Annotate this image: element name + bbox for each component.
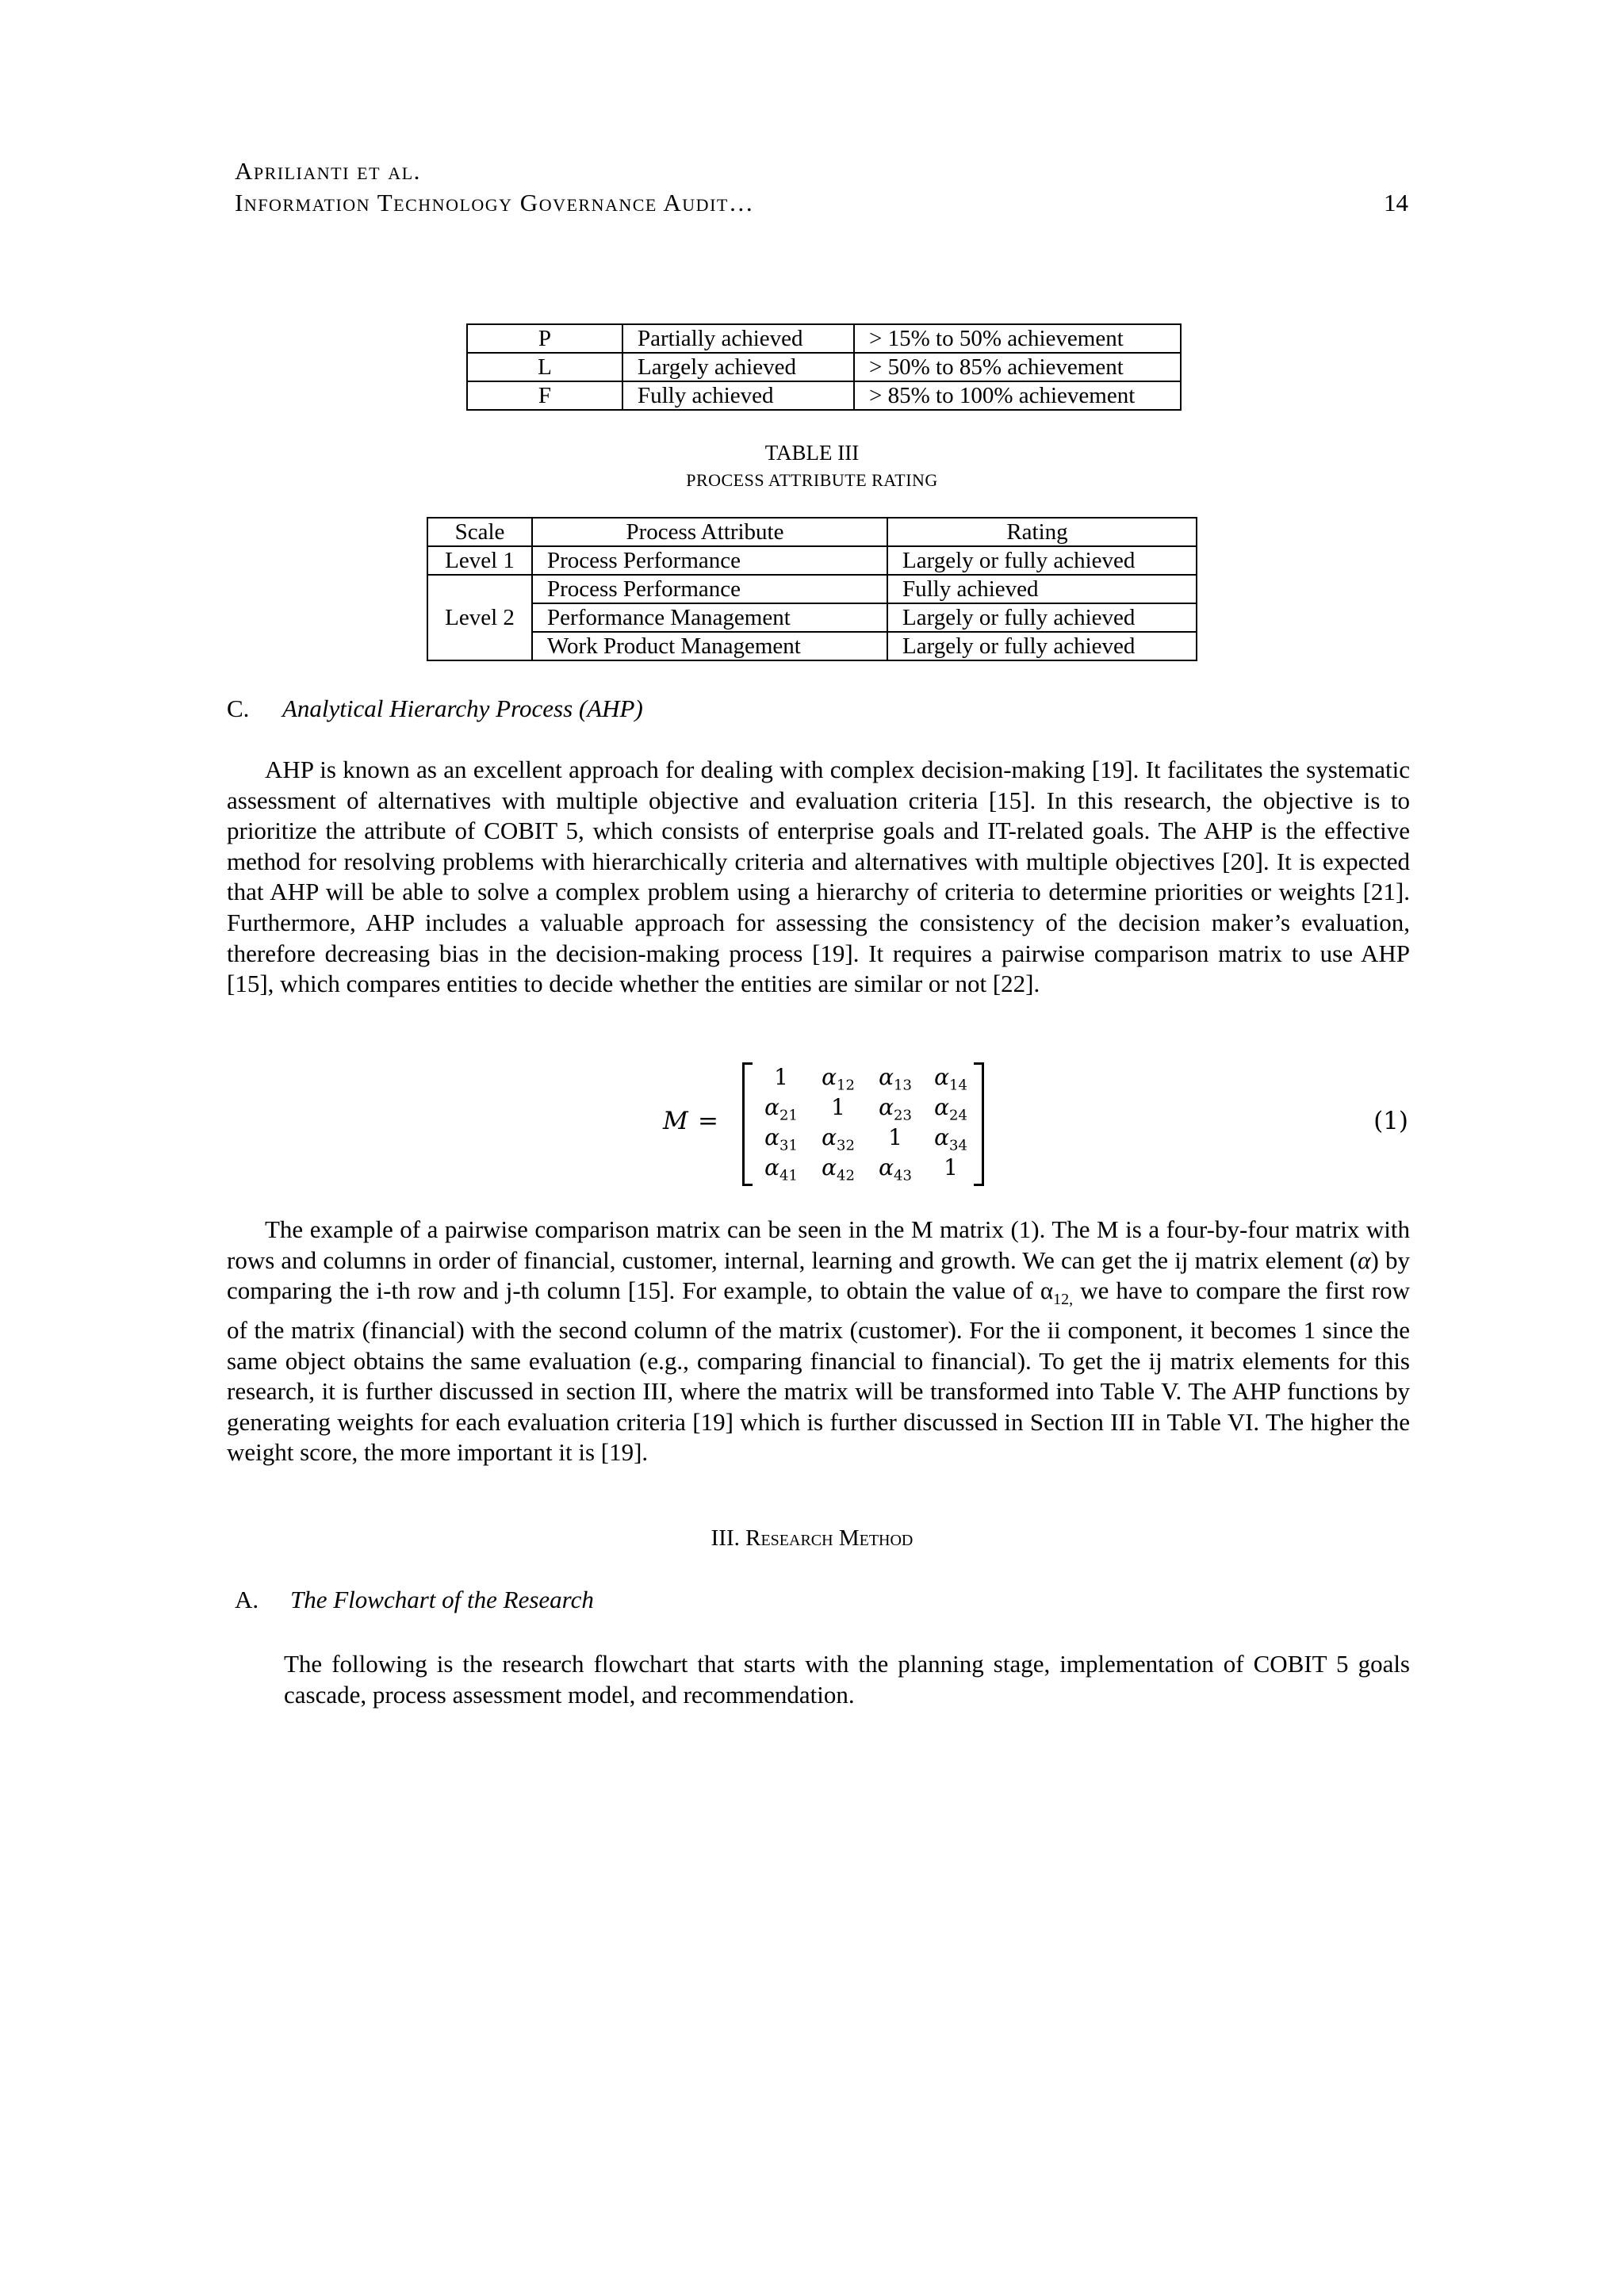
- page-number: 14: [1384, 189, 1408, 216]
- matrix-index: 32: [837, 1137, 855, 1154]
- equation-equals: =: [698, 1107, 718, 1135]
- equation-number: (1): [1373, 1107, 1408, 1135]
- section-iii-heading: [0, 1525, 1624, 1552]
- matrix-cell: [923, 1123, 979, 1153]
- table-header-row: [427, 518, 1197, 546]
- running-head: [235, 155, 1408, 219]
- cell-rating: Fully achieved: [887, 575, 1197, 603]
- alpha-symbol: α: [934, 1064, 949, 1090]
- matrix-cell: [868, 1062, 923, 1093]
- flowchart-paragraph: [284, 1649, 1410, 1710]
- cell-rating: Largely or fully achieved: [887, 632, 1197, 660]
- matrix-index: 12: [837, 1077, 855, 1094]
- cell-range: > 85% to 100% achievement: [854, 381, 1181, 410]
- header-rating: Rating: [887, 518, 1197, 546]
- cell-label: Fully achieved: [622, 381, 854, 410]
- section-c-title: Analytical Hierarchy Process (AHP): [282, 695, 643, 722]
- table-row: [467, 353, 1181, 381]
- header-process-attribute: Process Attribute: [532, 518, 887, 546]
- cell-code: F: [467, 381, 622, 410]
- section-iii-title: Research Method: [745, 1525, 914, 1551]
- matrix-index: 24: [949, 1107, 967, 1124]
- alpha-subscript: 12,: [1053, 1291, 1074, 1309]
- pairwise-matrix: [742, 1059, 984, 1186]
- table-row: [467, 381, 1181, 410]
- table-row: [427, 546, 1197, 575]
- cell-attribute: Work Product Management: [532, 632, 887, 660]
- matrix-left-bracket: [742, 1062, 753, 1186]
- alpha-symbol: α: [879, 1154, 894, 1181]
- cell-attribute: Performance Management: [532, 603, 887, 632]
- matrix-unit-value: 1: [944, 1154, 958, 1181]
- section-a-heading: [235, 1586, 594, 1614]
- section-a-title: The Flowchart of the Research: [290, 1586, 594, 1613]
- matrix-paragraph: [227, 1215, 1410, 1468]
- section-a-letter: A.: [235, 1586, 259, 1613]
- running-head-title: Information Technology Governance Audit…: [235, 189, 755, 216]
- section-iii-number: III.: [710, 1525, 740, 1551]
- table3-title: PROCESS ATTRIBUTE RATING: [686, 470, 938, 490]
- matrix-cell: [923, 1153, 979, 1183]
- matrix-unit-value: 1: [888, 1124, 902, 1150]
- matrix-index: 14: [949, 1077, 967, 1094]
- alpha-symbol: α: [1040, 1276, 1054, 1305]
- rating-scale-table: [466, 323, 1182, 411]
- matrix-cell: [753, 1153, 809, 1183]
- matrix-paragraph-text: [227, 1215, 1410, 1468]
- matrix-text-part3: we have to compare the first row of the matrix (financial) with the second column of the matrix (customer). For the ii component, it becomes 1 since the same object obtains the same evaluation (e.g., comparing financial to financial). To get the ij matrix elements for this research, it is further discussed in section III, where the matrix will be transformed into Table V. The AHP functions by generating weights for each evaluation criteria [19] which is further discussed in Section III in Table VI. The higher the weight score, the more important it is [19].: [227, 1276, 1410, 1467]
- matrix-index: 21: [779, 1107, 798, 1124]
- running-head-authors: Aprilianti et al.: [235, 157, 421, 185]
- matrix-index: 23: [894, 1107, 912, 1124]
- matrix-index: 42: [837, 1167, 855, 1184]
- cell-code: P: [467, 324, 622, 353]
- header-scale: Scale: [427, 518, 532, 546]
- matrix-cell: [868, 1153, 923, 1183]
- table3-label: TABLE III: [764, 441, 860, 465]
- matrix-index: 41: [779, 1167, 798, 1184]
- matrix-cell: [810, 1062, 866, 1093]
- alpha-symbol: α: [879, 1064, 894, 1090]
- cell-code: L: [467, 353, 622, 381]
- cell-attribute: Process Performance: [532, 575, 887, 603]
- process-attribute-rating-table: [427, 517, 1197, 661]
- alpha-symbol: α: [879, 1094, 894, 1120]
- cell-range: > 15% to 50% achievement: [854, 324, 1181, 353]
- cell-scale: Level 1: [427, 546, 532, 575]
- matrix-index: 43: [894, 1167, 912, 1184]
- alpha-symbol: α: [934, 1094, 949, 1120]
- section-c-letter: C.: [227, 695, 250, 722]
- matrix-text-part2: ) by comparing the i-th row and j-th column [15]. For example, to obtain the value of: [227, 1246, 1410, 1305]
- matrix-right-bracket: [974, 1062, 984, 1186]
- cell-scale: Level 2: [427, 575, 532, 660]
- cell-rating: Largely or fully achieved: [887, 546, 1197, 575]
- table-row: [427, 603, 1197, 632]
- matrix-unit-value: 1: [774, 1064, 788, 1090]
- alpha-symbol: α: [822, 1124, 837, 1150]
- matrix-index: 31: [779, 1137, 798, 1154]
- alpha-symbol: α: [822, 1064, 837, 1090]
- matrix-cell: [753, 1123, 809, 1153]
- matrix-index: 13: [894, 1077, 912, 1094]
- ahp-paragraph: [227, 755, 1410, 1000]
- cell-range: > 50% to 85% achievement: [854, 353, 1181, 381]
- matrix-index: 34: [949, 1137, 967, 1154]
- matrix-cell: [753, 1093, 809, 1123]
- alpha-symbol: α: [764, 1154, 779, 1181]
- cell-rating: Largely or fully achieved: [887, 603, 1197, 632]
- alpha-symbol: α: [822, 1154, 837, 1181]
- matrix-unit-value: 1: [831, 1094, 845, 1120]
- cell-label: Partially achieved: [622, 324, 854, 353]
- matrix-cell: [923, 1062, 979, 1093]
- alpha-symbol: α: [764, 1094, 779, 1120]
- alpha-symbol: α: [934, 1124, 949, 1150]
- alpha-symbol: α: [764, 1124, 779, 1150]
- matrix-cell: [753, 1062, 809, 1093]
- equation-lhs: M: [663, 1107, 688, 1135]
- table-row: [467, 324, 1181, 353]
- cell-attribute: Process Performance: [532, 546, 887, 575]
- matrix-text-part1: The example of a pairwise comparison matrix can be seen in the M matrix (1). The M is a four-by-four matrix with rows and columns in order of financial, customer, internal, learning and growth. We can get the ij matrix element (: [227, 1215, 1410, 1274]
- alpha-symbol: α: [1358, 1246, 1371, 1274]
- matrix-cell: [868, 1123, 923, 1153]
- flowchart-paragraph-text: The following is the research flowchart that starts with the planning stage, implementation of COBIT 5 goals cascade, process assessment model, and recommendation.: [284, 1650, 1410, 1709]
- cell-label: Largely achieved: [622, 353, 854, 381]
- matrix-cell: [923, 1093, 979, 1123]
- matrix-cell: [868, 1093, 923, 1123]
- section-c-heading: [227, 695, 643, 723]
- matrix-cell: [810, 1153, 866, 1183]
- equation-1: [663, 1059, 1408, 1186]
- matrix-cell: [810, 1123, 866, 1153]
- ahp-paragraph-text: AHP is known as an excellent approach for dealing with complex decision-making [19]. It facilitates the systematic assessment of alternatives with multiple objective and evaluation criteria [15]. In this research, the objective is to prioritize the attribute of COBIT 5, which consists of enterprise goals and IT-related goals. The AHP is the effective method for resolving problems with hierarchically criteria and alternatives with multiple objectives [20]. It is expected that AHP will be able to solve a complex problem using a hierarchy of criteria to determine priorities or weights [21]. Furthermore, AHP includes a valuable approach for assessing the consistency of the decision maker’s evaluation, therefore decreasing bias in the decision-making process [19]. It requires a pairwise comparison matrix to use AHP [15], which compares entities to decide whether the entities are similar or not [22].: [227, 756, 1410, 998]
- matrix-cell: [810, 1093, 866, 1123]
- table-row: [427, 575, 1197, 603]
- table-row: [427, 632, 1197, 660]
